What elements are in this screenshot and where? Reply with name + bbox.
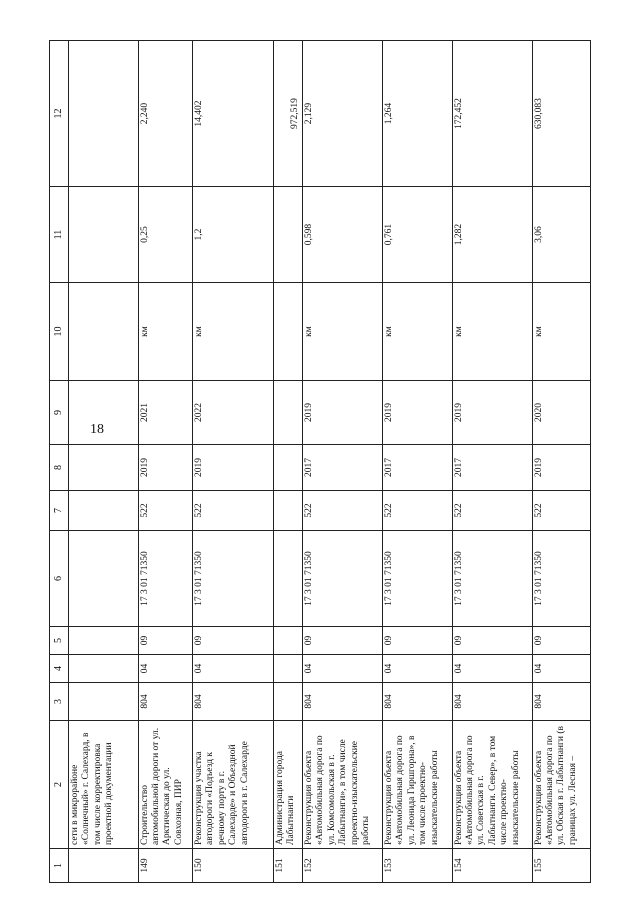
year-cell: 2017 bbox=[302, 445, 382, 491]
row-number: 150 bbox=[193, 849, 274, 883]
code-cell: 04 bbox=[193, 655, 274, 683]
object-name: сети в микрорайоне «Солнечный» г. Салехард, в том числе корректировка проектной документации bbox=[69, 721, 139, 849]
row-number: 149 bbox=[138, 849, 192, 883]
year-cell: 2021 bbox=[138, 381, 192, 445]
code-cell bbox=[69, 683, 139, 721]
unit-cell: км bbox=[193, 283, 274, 381]
quantity-cell: 1,2 bbox=[193, 187, 274, 283]
quantity-cell: 0,25 bbox=[138, 187, 192, 283]
code-cell bbox=[69, 531, 139, 627]
amount-cell: 2,240 bbox=[138, 41, 192, 187]
code-cell: 17 3 01 71350 bbox=[302, 531, 382, 627]
unit-cell: км bbox=[383, 283, 453, 381]
year-cell: 2019 bbox=[383, 381, 453, 445]
year-cell: 2019 bbox=[302, 381, 382, 445]
quantity-cell: 0,598 bbox=[302, 187, 382, 283]
amount-cell: 2,129 bbox=[302, 41, 382, 187]
year-cell: 2019 bbox=[193, 445, 274, 491]
header-cell: 4 bbox=[50, 655, 69, 683]
header-cell: 3 bbox=[50, 683, 69, 721]
header-cell: 6 bbox=[50, 531, 69, 627]
year-cell: 2017 bbox=[383, 445, 453, 491]
quantity-cell: 1,282 bbox=[452, 187, 532, 283]
year-cell bbox=[273, 381, 302, 445]
quantity-cell: 3,06 bbox=[532, 187, 590, 283]
table-row bbox=[273, 41, 302, 883]
code-cell bbox=[273, 627, 302, 655]
object-name: Реконструкция объекта «Автомобильная дорога по ул. Советская в г. Лабытнанги. Север», в том числе проектно-изыскательские работы bbox=[452, 721, 532, 849]
code-cell: 804 bbox=[452, 683, 532, 721]
object-name: Реконструкция объекта «Автомобильная дорога по ул. Комсомольская в г. Лабытнанги», в том числе проектно-изыскательские работы bbox=[302, 721, 382, 849]
table-row bbox=[69, 41, 139, 883]
header-cell: 11 bbox=[50, 187, 69, 283]
row-number: 154 bbox=[452, 849, 532, 883]
amount-cell: 972,519 bbox=[273, 41, 302, 187]
code-cell: 09 bbox=[302, 627, 382, 655]
header-cell: 9 bbox=[50, 381, 69, 445]
quantity-cell bbox=[273, 187, 302, 283]
code-cell: 17 3 01 71350 bbox=[138, 531, 192, 627]
year-cell bbox=[69, 381, 139, 445]
code-cell: 09 bbox=[532, 627, 590, 655]
year-cell bbox=[69, 445, 139, 491]
unit-cell: км bbox=[452, 283, 532, 381]
object-name: Администрация города Лабытнанги bbox=[273, 721, 302, 849]
code-cell: 09 bbox=[383, 627, 453, 655]
year-cell: 2019 bbox=[532, 445, 590, 491]
code-cell bbox=[69, 655, 139, 683]
year-cell: 2022 bbox=[193, 381, 274, 445]
code-cell bbox=[273, 531, 302, 627]
rotated-page bbox=[49, 41, 591, 883]
amount-cell: 1,264 bbox=[383, 41, 453, 187]
unit-cell: км bbox=[532, 283, 590, 381]
object-name: Реконструкция объекта «Автомобильная дорога по ул. Обская в г. Лабытнанги (в границах ул. Лесная – bbox=[532, 721, 590, 849]
year-cell: 2017 bbox=[452, 445, 532, 491]
amount-cell bbox=[69, 41, 139, 187]
table-row bbox=[193, 41, 274, 883]
code-cell: 04 bbox=[452, 655, 532, 683]
row-number bbox=[69, 849, 139, 883]
code-cell: 17 3 01 71350 bbox=[452, 531, 532, 627]
code-cell: 804 bbox=[138, 683, 192, 721]
code-cell bbox=[69, 491, 139, 531]
code-cell: 17 3 01 71350 bbox=[532, 531, 590, 627]
code-cell: 522 bbox=[193, 491, 274, 531]
row-number: 151 bbox=[273, 849, 302, 883]
amount-cell: 630,083 bbox=[532, 41, 590, 187]
code-cell: 17 3 01 71350 bbox=[383, 531, 453, 627]
code-cell bbox=[273, 491, 302, 531]
table-row bbox=[302, 41, 382, 883]
table-row bbox=[383, 41, 453, 883]
quantity-cell bbox=[69, 187, 139, 283]
object-name: Реконструкция участка автодороги «Подъезд к речному порту в г. Салехарде» и Объездной автодороги в г. Салехарде bbox=[193, 721, 274, 849]
code-cell bbox=[69, 627, 139, 655]
code-cell bbox=[273, 655, 302, 683]
amount-cell: 14,402 bbox=[193, 41, 274, 187]
code-cell: 04 bbox=[532, 655, 590, 683]
code-cell: 09 bbox=[452, 627, 532, 655]
header-cell: 1 bbox=[50, 849, 69, 883]
header-cell: 10 bbox=[50, 283, 69, 381]
unit-cell: км bbox=[138, 283, 192, 381]
unit-cell bbox=[69, 283, 139, 381]
unit-cell: км bbox=[302, 283, 382, 381]
header-cell: 5 bbox=[50, 627, 69, 655]
budget-table bbox=[49, 40, 591, 883]
code-cell bbox=[273, 683, 302, 721]
table-row bbox=[452, 41, 532, 883]
table-row bbox=[532, 41, 590, 883]
row-number: 153 bbox=[383, 849, 453, 883]
header-cell: 7 bbox=[50, 491, 69, 531]
year-cell: 2019 bbox=[452, 381, 532, 445]
header-cell: 2 bbox=[50, 721, 69, 849]
code-cell: 09 bbox=[193, 627, 274, 655]
header-cell: 12 bbox=[50, 41, 69, 187]
code-cell: 804 bbox=[383, 683, 453, 721]
unit-cell bbox=[273, 283, 302, 381]
year-cell: 2020 bbox=[532, 381, 590, 445]
header-cell: 8 bbox=[50, 445, 69, 491]
code-cell: 522 bbox=[532, 491, 590, 531]
code-cell: 522 bbox=[452, 491, 532, 531]
header-row bbox=[50, 41, 69, 883]
year-cell bbox=[273, 445, 302, 491]
amount-cell: 172,452 bbox=[452, 41, 532, 187]
code-cell: 04 bbox=[383, 655, 453, 683]
page-number: 18 bbox=[90, 422, 104, 437]
row-number: 152 bbox=[302, 849, 382, 883]
row-number: 155 bbox=[532, 849, 590, 883]
code-cell: 522 bbox=[138, 491, 192, 531]
quantity-cell: 0,761 bbox=[383, 187, 453, 283]
code-cell: 522 bbox=[383, 491, 453, 531]
table-row bbox=[138, 41, 192, 883]
code-cell: 17 3 01 71350 bbox=[193, 531, 274, 627]
year-cell: 2019 bbox=[138, 445, 192, 491]
code-cell: 04 bbox=[302, 655, 382, 683]
code-cell: 804 bbox=[193, 683, 274, 721]
code-cell: 09 bbox=[138, 627, 192, 655]
code-cell: 04 bbox=[138, 655, 192, 683]
object-name: Реконструкция объекта «Автомобильная дорога по ул. Леонида Гиршгорна», в том числе проектно-изыскательские работы bbox=[383, 721, 453, 849]
object-name: Строительство автомобильной дороги от ул. Арктическая до ул. Совхозная, ПИР bbox=[138, 721, 192, 849]
code-cell: 804 bbox=[532, 683, 590, 721]
code-cell: 522 bbox=[302, 491, 382, 531]
code-cell: 804 bbox=[302, 683, 382, 721]
